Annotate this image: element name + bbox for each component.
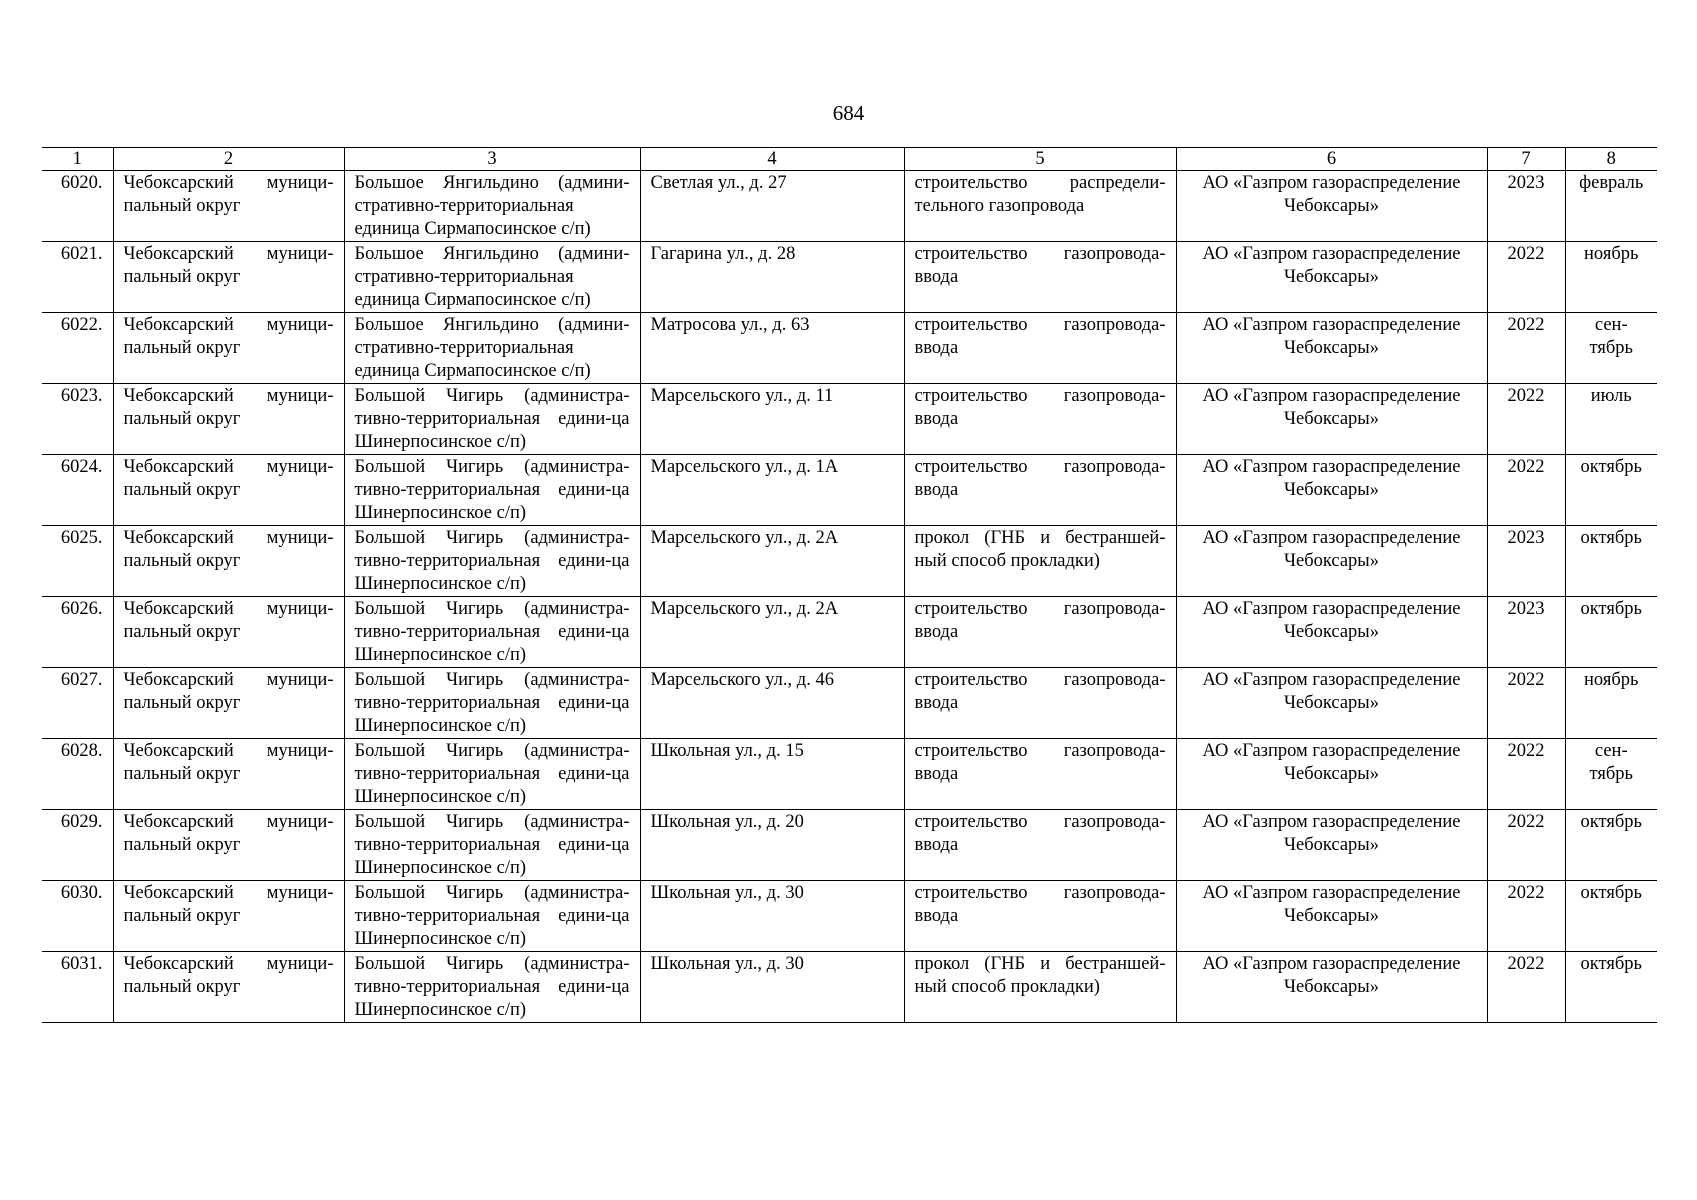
year-cell: 2022 [1487,668,1565,739]
row-number: 6020. [42,171,113,242]
work-type-cell: строительство распредели-тельного газопровода [904,171,1176,242]
settlement-cell: Большой Чигирь (администра-тивно-территориальная едини-ца Шинерпосинское с/п) [344,526,640,597]
address-cell: Гагарина ул., д. 28 [640,242,904,313]
district-cell: Чебоксарский муници-пальный округ [113,952,344,1023]
table-row [42,384,1657,455]
month-cell: октябрь [1565,881,1657,952]
month-cell: октябрь [1565,526,1657,597]
work-type-cell: строительство газопровода-ввода [904,455,1176,526]
year-cell: 2022 [1487,952,1565,1023]
settlement-cell: Большой Чигирь (администра-тивно-территориальная едини-ца Шинерпосинское с/п) [344,881,640,952]
column-header: 1 [42,148,113,171]
year-cell: 2022 [1487,739,1565,810]
year-cell: 2023 [1487,526,1565,597]
row-number: 6024. [42,455,113,526]
district-cell: Чебоксарский муници-пальный округ [113,881,344,952]
work-type-cell: строительство газопровода-ввода [904,668,1176,739]
row-number: 6029. [42,810,113,881]
work-type-cell: строительство газопровода-ввода [904,739,1176,810]
work-type-cell: строительство газопровода-ввода [904,242,1176,313]
company-cell: АО «Газпром газораспределение Чебоксары» [1176,171,1487,242]
settlement-cell: Большой Чигирь (администра-тивно-территориальная едини-ца Шинерпосинское с/п) [344,952,640,1023]
work-type-cell: строительство газопровода-ввода [904,881,1176,952]
company-cell: АО «Газпром газораспределение Чебоксары» [1176,384,1487,455]
company-cell: АО «Газпром газораспределение Чебоксары» [1176,881,1487,952]
company-cell: АО «Газпром газораспределение Чебоксары» [1176,597,1487,668]
district-cell: Чебоксарский муници-пальный округ [113,455,344,526]
month-cell: сен-тябрь [1565,313,1657,384]
address-cell: Школьная ул., д. 30 [640,881,904,952]
year-cell: 2022 [1487,313,1565,384]
row-number: 6030. [42,881,113,952]
address-cell: Школьная ул., д. 30 [640,952,904,1023]
row-number: 6025. [42,526,113,597]
row-number: 6021. [42,242,113,313]
settlement-cell: Большой Чигирь (администра-тивно-территориальная едини-ца Шинерпосинское с/п) [344,668,640,739]
company-cell: АО «Газпром газораспределение Чебоксары» [1176,952,1487,1023]
settlement-cell: Большой Чигирь (администра-тивно-территориальная едини-ца Шинерпосинское с/п) [344,597,640,668]
address-cell: Марсельского ул., д. 46 [640,668,904,739]
year-cell: 2022 [1487,810,1565,881]
table-row [42,171,1657,242]
settlement-cell: Большое Янгильдино (админи-стративно-территориальная единица Сирмапосинское с/п) [344,171,640,242]
table-row [42,597,1657,668]
table-row [42,455,1657,526]
address-cell: Марсельского ул., д. 2А [640,597,904,668]
address-cell: Школьная ул., д. 20 [640,810,904,881]
settlement-cell: Большой Чигирь (администра-тивно-территориальная едини-ца Шинерпосинское с/п) [344,455,640,526]
settlement-cell: Большой Чигирь (администра-тивно-территориальная едини-ца Шинерпосинское с/п) [344,384,640,455]
company-cell: АО «Газпром газораспределение Чебоксары» [1176,313,1487,384]
year-cell: 2023 [1487,171,1565,242]
gas-works-table [42,147,1657,1023]
address-cell: Школьная ул., д. 15 [640,739,904,810]
month-cell: сен-тябрь [1565,739,1657,810]
district-cell: Чебоксарский муници-пальный округ [113,597,344,668]
company-cell: АО «Газпром газораспределение Чебоксары» [1176,739,1487,810]
month-cell: ноябрь [1565,668,1657,739]
year-cell: 2022 [1487,455,1565,526]
address-cell: Светлая ул., д. 27 [640,171,904,242]
company-cell: АО «Газпром газораспределение Чебоксары» [1176,242,1487,313]
district-cell: Чебоксарский муници-пальный округ [113,526,344,597]
district-cell: Чебоксарский муници-пальный округ [113,810,344,881]
settlement-cell: Большое Янгильдино (админи-стративно-территориальная единица Сирмапосинское с/п) [344,313,640,384]
work-type-cell: прокол (ГНБ и бестраншей-ный способ прокладки) [904,526,1176,597]
table-row [42,313,1657,384]
table-row [42,668,1657,739]
column-header: 3 [344,148,640,171]
work-type-cell: строительство газопровода-ввода [904,384,1176,455]
table-row [42,810,1657,881]
month-cell: февраль [1565,171,1657,242]
row-number: 6023. [42,384,113,455]
company-cell: АО «Газпром газораспределение Чебоксары» [1176,810,1487,881]
column-header: 6 [1176,148,1487,171]
column-header: 8 [1565,148,1657,171]
company-cell: АО «Газпром газораспределение Чебоксары» [1176,668,1487,739]
table-row [42,526,1657,597]
header-row [42,148,1657,171]
settlement-cell: Большой Чигирь (администра-тивно-территориальная едини-ца Шинерпосинское с/п) [344,810,640,881]
work-type-cell: строительство газопровода-ввода [904,313,1176,384]
row-number: 6031. [42,952,113,1023]
column-header: 5 [904,148,1176,171]
month-cell: июль [1565,384,1657,455]
work-type-cell: строительство газопровода-ввода [904,597,1176,668]
district-cell: Чебоксарский муници-пальный округ [113,242,344,313]
column-header: 7 [1487,148,1565,171]
district-cell: Чебоксарский муници-пальный округ [113,739,344,810]
year-cell: 2022 [1487,881,1565,952]
settlement-cell: Большое Янгильдино (админи-стративно-территориальная единица Сирмапосинское с/п) [344,242,640,313]
work-type-cell: прокол (ГНБ и бестраншей-ный способ прокладки) [904,952,1176,1023]
address-cell: Марсельского ул., д. 1А [640,455,904,526]
district-cell: Чебоксарский муници-пальный округ [113,384,344,455]
year-cell: 2022 [1487,242,1565,313]
month-cell: октябрь [1565,597,1657,668]
month-cell: октябрь [1565,455,1657,526]
table-row [42,739,1657,810]
table-row [42,242,1657,313]
address-cell: Марсельского ул., д. 2А [640,526,904,597]
row-number: 6022. [42,313,113,384]
address-cell: Матросова ул., д. 63 [640,313,904,384]
page-number: 684 [832,101,865,125]
district-cell: Чебоксарский муници-пальный округ [113,313,344,384]
column-header: 2 [113,148,344,171]
company-cell: АО «Газпром газораспределение Чебоксары» [1176,455,1487,526]
month-cell: октябрь [1565,810,1657,881]
work-type-cell: строительство газопровода-ввода [904,810,1176,881]
year-cell: 2022 [1487,384,1565,455]
column-header: 4 [640,148,904,171]
month-cell: октябрь [1565,952,1657,1023]
table-row [42,881,1657,952]
row-number: 6026. [42,597,113,668]
settlement-cell: Большой Чигирь (администра-тивно-территориальная едини-ца Шинерпосинское с/п) [344,739,640,810]
row-number: 6027. [42,668,113,739]
year-cell: 2023 [1487,597,1565,668]
table-row [42,952,1657,1023]
address-cell: Марсельского ул., д. 11 [640,384,904,455]
district-cell: Чебоксарский муници-пальный округ [113,668,344,739]
month-cell: ноябрь [1565,242,1657,313]
company-cell: АО «Газпром газораспределение Чебоксары» [1176,526,1487,597]
district-cell: Чебоксарский муници-пальный округ [113,171,344,242]
row-number: 6028. [42,739,113,810]
